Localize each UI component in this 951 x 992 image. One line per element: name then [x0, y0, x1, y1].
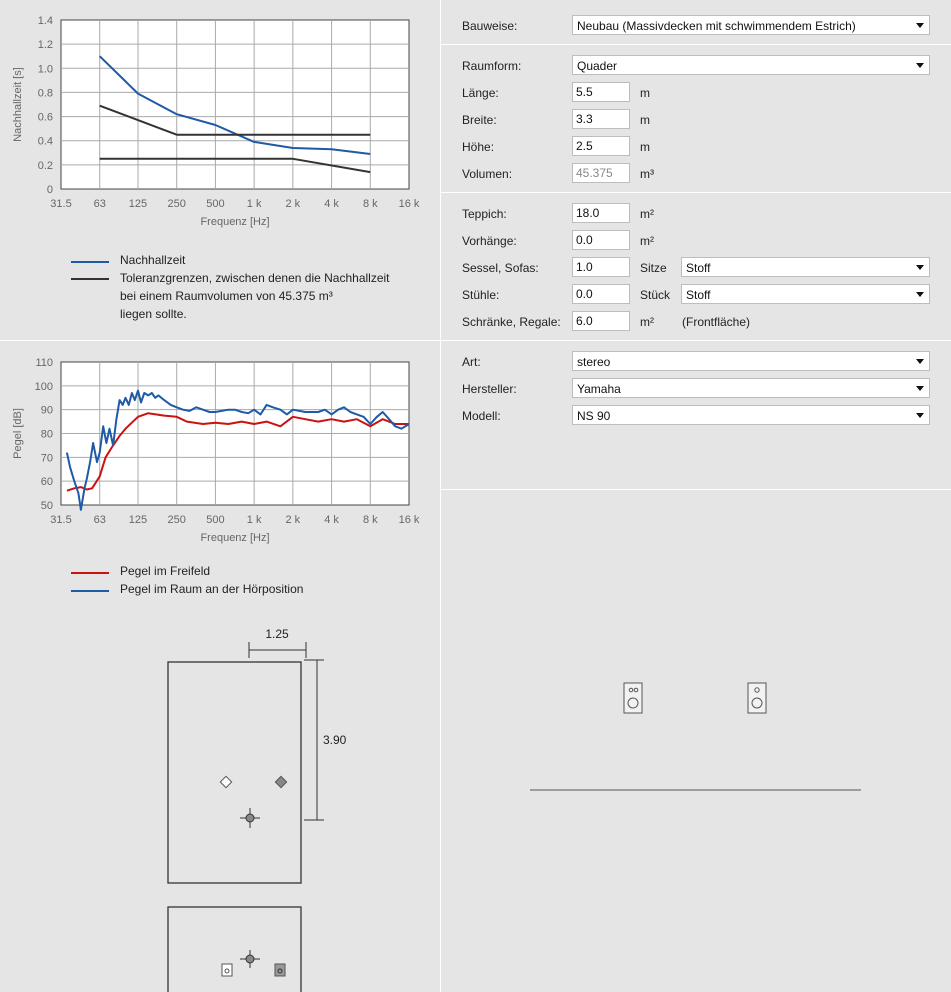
- pegel-y-tick: 90: [40, 404, 53, 417]
- listener-side-marker: [240, 950, 260, 968]
- column-divider: [440, 0, 441, 992]
- nachhall-x-label: Frequenz [Hz]: [200, 216, 270, 228]
- vorhaenge-label: Vorhänge:: [462, 234, 517, 248]
- room-top-view: [168, 662, 301, 883]
- right-divider-2: [441, 192, 951, 193]
- stuehle-material-value: Stoff: [686, 288, 711, 302]
- pegel-y-tick: 100: [34, 380, 53, 393]
- pegel-x-tick: 8 k: [362, 514, 378, 526]
- hoehe-label: Höhe:: [462, 140, 495, 154]
- right-divider-3: [441, 340, 951, 341]
- chevron-down-icon: [916, 63, 924, 68]
- nachhall-y-tick: 1.2: [37, 39, 53, 52]
- legend-line-freifeld: [71, 572, 109, 574]
- pegel-x-tick: 31.5: [50, 514, 72, 526]
- pegel-y-label: Pegel [dB]: [12, 408, 24, 459]
- nachhall-x-tick: 125: [128, 198, 148, 210]
- nachhall-y-tick: 1.4: [37, 15, 53, 27]
- nachhall-x-tick: 1 k: [246, 198, 262, 210]
- nachhall-x-tick: 63: [93, 198, 106, 210]
- nachhall-x-tick: 2 k: [285, 198, 301, 210]
- hersteller-select[interactable]: [572, 378, 930, 398]
- sessel-material-value: Stoff: [686, 261, 711, 275]
- legend-raum: Pegel im Raum an der Hörposition: [120, 582, 304, 596]
- sessel-unit: Sitze: [640, 261, 667, 275]
- nachhall-x-tick: 250: [167, 198, 186, 210]
- dim-side-label: 3.90: [323, 733, 347, 747]
- schraenke-note: (Frontfläche): [682, 315, 751, 329]
- nachhall-y-tick: 0.6: [37, 111, 53, 124]
- breite-unit: m: [640, 113, 650, 127]
- modell-value: NS 90: [577, 409, 611, 423]
- speaker-side-right-icon: [275, 964, 285, 976]
- teppich-input[interactable]: [572, 203, 630, 223]
- modell-select[interactable]: [572, 405, 930, 425]
- pegel-x-tick: 500: [206, 514, 225, 526]
- pegel-y-tick: 60: [40, 476, 53, 489]
- pegel-y-tick: 50: [40, 500, 53, 512]
- nachhall-x-tick: 31.5: [50, 198, 72, 210]
- modell-label: Modell:: [462, 409, 501, 423]
- pegel-y-tick: 70: [40, 452, 53, 465]
- laenge-label: Länge:: [462, 86, 499, 100]
- bauweise-value: Neubau (Massivdecken mit schwimmendem Estrich): [577, 19, 856, 33]
- sessel-label: Sessel, Sofas:: [462, 261, 539, 275]
- room-plan: [0, 620, 440, 992]
- nachhall-x-tick: 16 k: [398, 198, 420, 210]
- chevron-down-icon: [916, 292, 924, 297]
- volumen-field: [572, 163, 630, 183]
- speaker-side-left-icon: [222, 964, 232, 976]
- breite-input[interactable]: [572, 109, 630, 129]
- teppich-unit: m²: [640, 207, 654, 221]
- pegel-x-tick: 2 k: [285, 514, 301, 526]
- stuehle-material-select[interactable]: [681, 284, 930, 304]
- pegel-chart: [0, 341, 440, 551]
- chevron-down-icon: [916, 359, 924, 364]
- pegel-x-tick: 16 k: [398, 514, 420, 526]
- sessel-input[interactable]: [572, 257, 630, 277]
- chevron-down-icon: [916, 386, 924, 391]
- art-value: stereo: [577, 355, 611, 369]
- volumen-label: Volumen:: [462, 167, 513, 181]
- right-divider-1: [441, 44, 951, 45]
- nachhall-x-tick: 8 k: [362, 198, 378, 210]
- legend-line-toleranz: [71, 278, 109, 280]
- pegel-x-tick: 63: [93, 514, 106, 526]
- speaker-right-icon: [748, 683, 766, 713]
- nachhall-x-tick: 500: [206, 198, 225, 210]
- pegel-x-label: Frequenz [Hz]: [200, 532, 270, 544]
- pegel-x-tick: 1 k: [246, 514, 262, 526]
- pegel-y-tick: 80: [40, 428, 53, 441]
- bauweise-select[interactable]: [572, 15, 930, 35]
- legend-line-nachhallzeit: [71, 261, 109, 263]
- hoehe-unit: m: [640, 140, 650, 154]
- art-label: Art:: [462, 355, 481, 369]
- stuehle-unit: Stück: [640, 288, 671, 302]
- schraenke-label: Schränke, Regale:: [462, 315, 561, 329]
- legend-toleranz-3: liegen sollte.: [120, 307, 187, 321]
- schraenke-unit: m²: [640, 315, 654, 329]
- chevron-down-icon: [916, 23, 924, 28]
- raumform-label: Raumform:: [462, 59, 522, 73]
- hoehe-input[interactable]: [572, 136, 630, 156]
- nachhall-x-tick: 4 k: [324, 198, 339, 210]
- raumform-value: Quader: [577, 59, 618, 73]
- dim-top-label: 1.25: [265, 627, 289, 641]
- speaker-left-icon: [624, 683, 642, 713]
- speaker-right-marker[interactable]: [275, 776, 286, 787]
- teppich-label: Teppich:: [462, 207, 507, 221]
- pegel-x-tick: 250: [167, 514, 186, 526]
- nachhall-y-label: Nachhallzeit [s]: [12, 67, 24, 142]
- listener-marker[interactable]: [240, 808, 260, 828]
- room-side-view: [168, 907, 301, 992]
- vorhaenge-input[interactable]: [572, 230, 630, 250]
- nachhall-y-tick: 0.2: [37, 159, 53, 172]
- legend-line-raum: [71, 590, 109, 592]
- bauweise-label: Bauweise:: [462, 19, 518, 33]
- breite-label: Breite:: [462, 113, 497, 127]
- legend-toleranz-2: bei einem Raumvolumen von 45.375 m³: [120, 289, 333, 303]
- legend-nachhallzeit: Nachhallzeit: [120, 253, 186, 267]
- raumform-select[interactable]: [572, 55, 930, 75]
- laenge-input[interactable]: [572, 82, 630, 102]
- hersteller-value: Yamaha: [577, 382, 621, 396]
- nachhall-y-tick: 0.4: [37, 135, 53, 148]
- vorhaenge-unit: m²: [640, 234, 654, 248]
- chevron-down-icon: [916, 413, 924, 418]
- schraenke-input[interactable]: [572, 311, 630, 331]
- nachhall-plot-area: [61, 20, 409, 189]
- nachhall-y-tick: 1.0: [37, 63, 53, 76]
- pegel-y-tick: 110: [35, 357, 53, 369]
- legend-freifeld: Pegel im Freifeld: [120, 564, 211, 578]
- hersteller-label: Hersteller:: [462, 382, 517, 396]
- right-divider-4: [441, 489, 951, 490]
- pegel-x-tick: 4 k: [324, 514, 339, 526]
- nachhall-y-tick: 0: [46, 184, 53, 196]
- chevron-down-icon: [916, 265, 924, 270]
- stuehle-input[interactable]: [572, 284, 630, 304]
- laenge-unit: m: [640, 86, 650, 100]
- nachhall-y-tick: 0.8: [37, 87, 53, 100]
- art-select[interactable]: [572, 351, 930, 371]
- speaker-front-view: [441, 660, 951, 810]
- legend-toleranz-1: Toleranzgrenzen, zwischen denen die Nachhallzeit: [120, 271, 390, 285]
- speaker-left-marker[interactable]: [220, 776, 231, 787]
- nachhallzeit-chart: [0, 0, 440, 240]
- pegel-x-tick: 125: [128, 514, 148, 526]
- stuehle-label: Stühle:: [462, 288, 500, 302]
- sessel-material-select[interactable]: [681, 257, 930, 277]
- volumen-unit: m³: [640, 167, 654, 181]
